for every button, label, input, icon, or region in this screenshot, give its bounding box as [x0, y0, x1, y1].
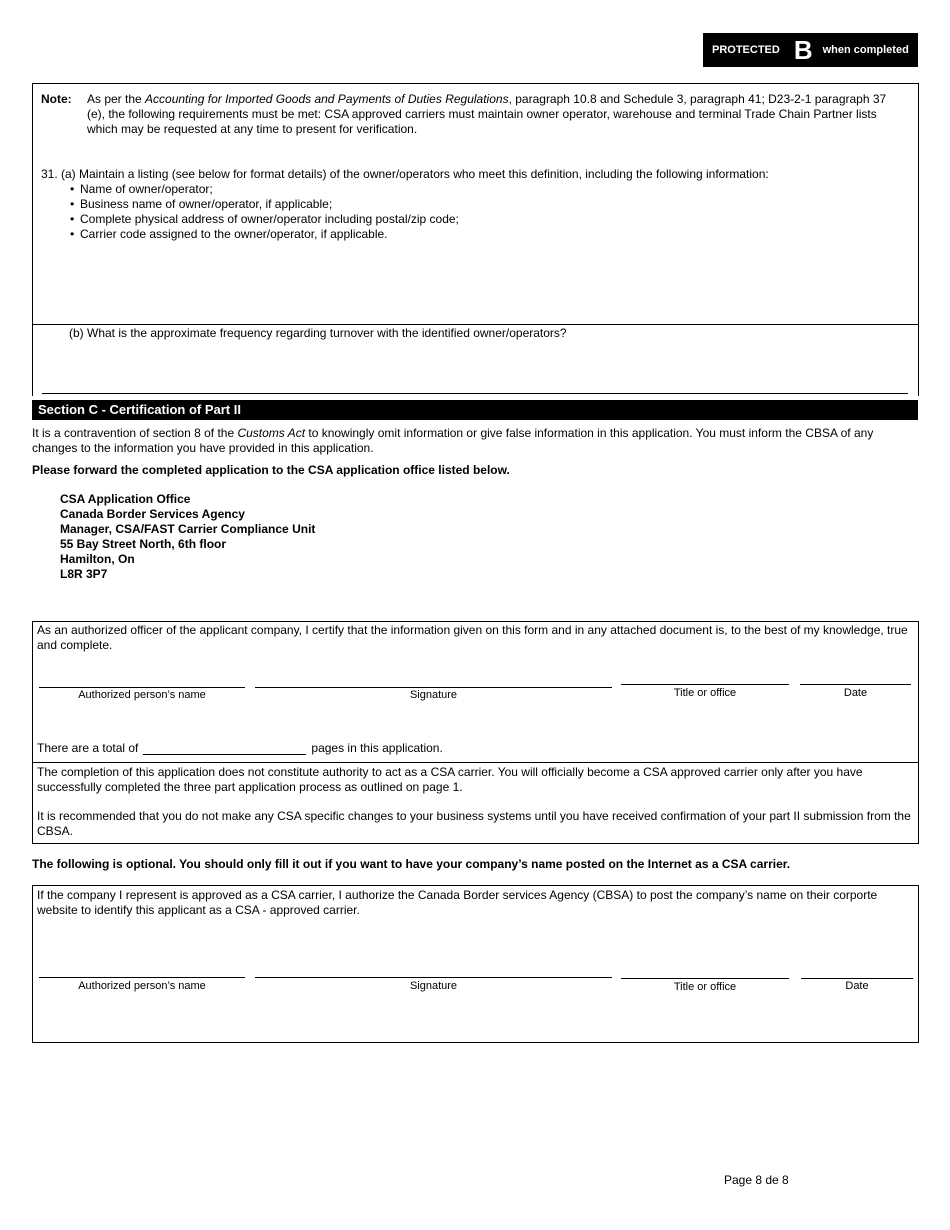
protected-b-badge: [703, 33, 918, 67]
signature-label: Signature: [409, 689, 458, 701]
question-31b: (b) What is the approximate frequency regarding turnover with the identified owner/operators?: [69, 326, 567, 340]
when-completed-label: when completed: [822, 44, 909, 56]
address-line: Hamilton, On: [60, 552, 135, 566]
optional-signature-line[interactable]: [255, 977, 612, 978]
question-31a: 31. (a) Maintain a listing (see below for format details) of the owner/operators who meet this definition, including the following information:: [41, 167, 769, 181]
name-label: Authorized person’s name: [78, 689, 206, 701]
date-label: Date: [843, 687, 868, 699]
title-label: Title or office: [673, 687, 737, 699]
address-line: Manager, CSA/FAST Carrier Compliance Unit: [60, 522, 316, 536]
optional-date-label: Date: [845, 980, 869, 992]
date-line[interactable]: [800, 684, 911, 685]
note-label: Note:: [41, 92, 72, 106]
section-c-header: Section C - Certification of Part II: [32, 400, 918, 420]
protected-label: PROTECTED: [712, 44, 780, 56]
total-pages: [37, 741, 443, 755]
answer-line: [42, 393, 908, 394]
name-signature-line[interactable]: [39, 687, 245, 688]
total-pages-suffix: pages in this application.: [311, 741, 443, 755]
signature-line[interactable]: [255, 687, 612, 688]
question-31-divider: [32, 324, 918, 325]
address-line: 55 Bay Street North, 6th floor: [60, 537, 227, 551]
address-line: L8R 3P7: [60, 567, 108, 581]
protection-level: B: [793, 35, 813, 65]
optional-name-line[interactable]: [39, 977, 245, 978]
question-31a-bullets: [68, 182, 459, 242]
optional-name-label: Authorized person’s name: [78, 980, 206, 992]
total-pages-label: There are a total of: [37, 741, 139, 755]
bullet-item: • Business name of owner/operator, if applicable;: [68, 197, 459, 212]
note-text: As per the Accounting for Imported Goods and Payments of Duties Regulations, paragraph 10.8 and Schedule 3, paragraph 41; D23-2-1 paragraph 37 (e), the following requirements must be met: CSA approved carriers must maintain owner operator, warehouse and terminal Trade Chain Partner lists which may be requested at any time to present for verification.: [87, 92, 887, 136]
recommendation-notice: It is recommended that you do not make any CSA specific changes to your business systems until you have received confirmation of your part II submission from the CBSA.: [37, 809, 911, 838]
certification-divider: [32, 762, 918, 763]
optional-date-line[interactable]: [801, 978, 913, 979]
optional-heading: The following is optional. You should only fill it out if you want to have your company’s name posted on the Internet as a CSA carrier.: [32, 857, 791, 871]
completion-notice: The completion of this application does not constitute authority to act as a CSA carrier. You will officially become a CSA approved carrier only after you have successfully completed the three part application process as outlined on page 1.: [37, 765, 863, 794]
certification-text: As an authorized officer of the applicant company, I certify that the information given on this form and in any attached document is, to the best of my knowledge, true and complete.: [37, 623, 908, 652]
office-address: [60, 492, 315, 582]
page-number: Page 8 de 8: [724, 1173, 789, 1187]
total-pages-field[interactable]: [143, 742, 306, 755]
optional-title-label: Title or office: [673, 981, 737, 993]
optional-title-line[interactable]: [621, 978, 789, 979]
bullet-item: • Carrier code assigned to the owner/operator, if applicable.: [68, 227, 459, 242]
optional-signature-label: Signature: [409, 980, 458, 992]
forward-instruction: Please forward the completed application to the CSA application office listed below.: [32, 463, 510, 477]
title-line[interactable]: [621, 684, 789, 685]
contravention-paragraph: It is a contravention of section 8 of the Customs Act to knowingly omit information or give false information in this application. You must inform the CBSA of any changes to the information you have provided in this application.: [32, 426, 874, 455]
address-line: CSA Application Office: [60, 492, 191, 506]
bullet-item: • Name of owner/operator;: [68, 182, 459, 197]
bullet-item: • Complete physical address of owner/operator including postal/zip code;: [68, 212, 459, 227]
address-line: Canada Border Services Agency: [60, 507, 245, 521]
authorization-text: If the company I represent is approved as a CSA carrier, I authorize the Canada Border services Agency (CBSA) to post the company’s name on their corporte website to identify this applicant as a CSA - approved carrier.: [37, 888, 878, 917]
